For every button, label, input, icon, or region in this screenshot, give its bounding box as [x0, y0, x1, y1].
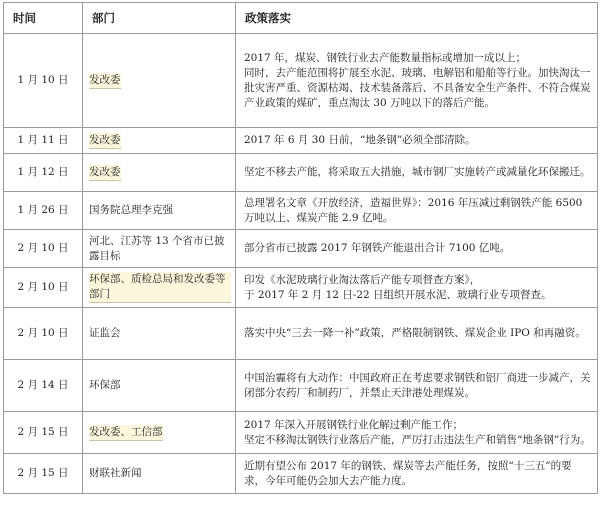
table-header-row [4, 3, 598, 34]
row-policy [236, 154, 598, 192]
row-date: 2 月 15 日 [4, 412, 83, 454]
row-date: 1 月 26 日 [4, 192, 83, 230]
table-row [4, 308, 598, 360]
policy-paragraph: 中国治霾将有大动作：中国政府正在考虑要求钢铁和铝厂商进一步减产，关闭部分农药厂和制药厂，并禁止天津港处理煤炭。 [244, 371, 591, 399]
row-date: 1 月 11 日 [4, 128, 83, 154]
row-policy [236, 412, 598, 454]
policy-paragraph: 印发《水泥玻璃行业淘汰落后产能专项督查方案》， [244, 273, 481, 286]
row-policy [236, 34, 598, 128]
department-label: 发改委 [89, 165, 121, 181]
row-department [83, 412, 236, 454]
department-label: 环保部、质检总局和发改委等部门 [89, 272, 231, 303]
policy-paragraph: 近期有望公布 2017 年的钢铁、煤炭等去产能任务，按照“十三五”的要求，今年可能仍会加大去产能力度。 [244, 459, 572, 487]
table-row [4, 34, 598, 128]
row-date: 2 月 10 日 [4, 268, 83, 308]
policy-paragraph: 2017 年 6 月 30 日前，“地条钢”必须全部清除。 [244, 134, 476, 146]
department-label: 环保部 [89, 379, 121, 391]
row-date: 2 月 15 日 [4, 454, 83, 494]
row-department [83, 308, 236, 360]
department-label: 发改委、工信部 [89, 425, 163, 441]
row-date: 1 月 10 日 [4, 34, 83, 128]
row-policy [236, 360, 598, 412]
row-policy [236, 308, 598, 360]
row-date: 1 月 12 日 [4, 154, 83, 192]
policy-paragraph: 部分省市已披露 2017 年钢铁产能退出合计 7100 亿吨。 [244, 242, 511, 254]
header-date: 时间 [4, 3, 83, 34]
department-label: 国务院总理李克强 [89, 204, 173, 216]
table-row [4, 154, 598, 192]
table-row [4, 360, 598, 412]
row-date: 2 月 10 日 [4, 308, 83, 360]
row-department [83, 154, 236, 192]
row-department [83, 454, 236, 494]
table-row [4, 230, 598, 268]
policy-paragraph: 同时，去产能范围将扩展至水泥、玻璃、电解铝和船舶等行业。加快淘汰一批灾害严重、资源枯竭、技术装备落后、不具备安全生产条件、不符合煤炭产业政策的煤矿，重点淘汰 30 万吨以下的落后产能。 [244, 66, 591, 109]
policy-paragraph: 于 2017 年 2 月 12 日-22 日组织开展水泥、玻璃行业专项督查。 [244, 288, 552, 301]
row-policy [236, 268, 598, 308]
department-label: 发改委 [89, 133, 121, 149]
row-department [83, 230, 236, 268]
table-row [4, 192, 598, 230]
policy-paragraph: 坚定不移去产能，将采取五大措施，城市钢厂实施转产或减量化环保搬迁。 [244, 166, 591, 178]
table-body [4, 34, 598, 494]
department-label: 发改委 [89, 73, 121, 89]
policy-paragraph: 总理署名文章《开放经济，造福世界》：2016 年压减过剩钢铁产能 6500 万吨以上、煤炭产能 2.9 亿吨。 [244, 196, 583, 224]
table-row [4, 128, 598, 154]
policy-paragraph: 2017 年，煤炭、钢铁行业去产能数量指标或增加一成以上； [244, 51, 527, 64]
policy-paragraph: 坚定不移淘汰钢铁行业落后产能，严厉打击违法生产和销售“地条钢”行为。 [244, 433, 591, 446]
row-department [83, 128, 236, 154]
row-policy [236, 454, 598, 494]
table-row [4, 412, 598, 454]
row-policy [236, 192, 598, 230]
table-row [4, 454, 598, 494]
table-row [4, 268, 598, 308]
row-date: 2 月 10 日 [4, 230, 83, 268]
department-label: 财联社新闻 [89, 467, 142, 479]
header-policy: 政策落实 [236, 3, 598, 34]
row-department [83, 268, 236, 308]
row-department [83, 34, 236, 128]
department-label: 河北、江苏等 13 个省市已披露目标 [89, 234, 225, 262]
row-policy [236, 128, 598, 154]
row-department [83, 192, 236, 230]
row-department [83, 360, 236, 412]
row-policy [236, 230, 598, 268]
policy-table [3, 2, 598, 494]
header-dept: 部门 [83, 3, 236, 34]
department-label: 证监会 [89, 327, 121, 339]
row-date: 2 月 14 日 [4, 360, 83, 412]
policy-paragraph: 落实中央“三去一降一补”政策，严格限制钢铁、煤炭企业 IPO 和再融资。 [244, 327, 586, 339]
policy-paragraph: 2017 年深入开展钢铁行业化解过剩产能工作； [244, 418, 464, 431]
